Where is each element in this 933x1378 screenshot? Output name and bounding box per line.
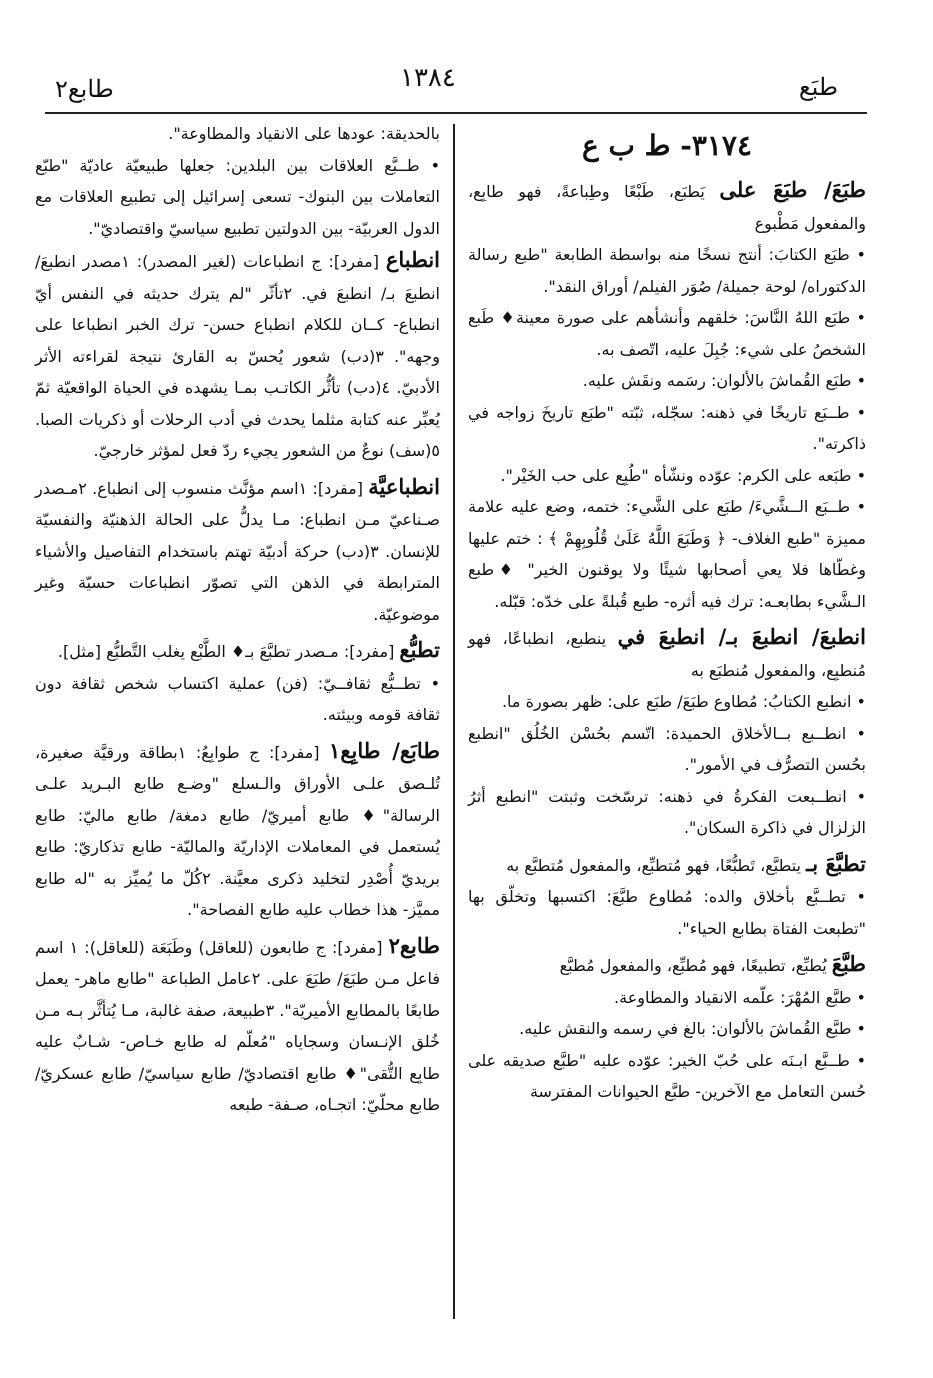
entry-headword: طابع٢: [388, 932, 440, 958]
entry-sense: • طــبَع تاريخًا في ذهنه: سجّله، ثبّته "طبَع تاريخَ زواجه في ذاكرته".: [468, 402, 866, 453]
entry-tabi-1: [35, 735, 440, 926]
header-guide-word-right: طبَع: [798, 73, 838, 101]
column-divider: [453, 124, 455, 1319]
header-guide-word-left: طابع٢: [55, 75, 114, 103]
entry-body: [مفرد]: مـصدر تطبَّعَ بـ♦ الطَّبْع يغلب التَّطبُّع [مثل].: [57, 642, 400, 661]
entry-intaba: [468, 621, 866, 844]
entry-headword: انطباعيَّة: [368, 473, 440, 499]
entry-sense: • تطــبَّع بأخلاق والده: مُطاوع طبَّعَ: اكتسبها وتخلّق بها "تطبعت الفتاة بطابع الحياء".: [468, 887, 866, 938]
entry-sense: • انطــبع بــالأخلاق الحميدة: اتّسم بحُسْن الخُلُق "انطبع بحُسن التصرُّف في الأمور".: [468, 723, 866, 774]
right-column: [468, 118, 866, 1108]
entry-sense: • طبَع القُماشَ بالألوان: رسَمه ونقَش عليه.: [582, 371, 866, 390]
entry-sense: • تطــبُّع ثقافــيّ: (فن) عملية اكتساب شخص ثقافة دون ثقافة قومه وبيئته.: [35, 673, 440, 724]
entry-headword: انطباع: [385, 247, 440, 272]
entry-sense: • طبَع الكتابَ: أنتج نسخًا منه بواسطة الطابعة "طبع رسالة الدكتوراه/ لوحة جميلة/ صُوَر الفيلم/ أوراق النقد".: [468, 245, 866, 296]
entry-body: يَطبَع، طَبْعًا وطِباعةً، فهو طابِع، والمفعول مَطْبوع: [468, 182, 866, 233]
entry-body: يتطبَّع، تَطبُّعًا، فهو مُتطبِّع، والمفعول مُتطبَّع به: [506, 855, 807, 875]
entry-tabi-2: [35, 930, 440, 1121]
page-header: [0, 55, 933, 105]
entry-taba: [468, 174, 866, 617]
entry-sense: • انطبع الكتابُ: مُطاوع طبَعَ/ طبَع على: ظهر بصورة ما.: [501, 692, 866, 711]
entry-intibaiyya: [35, 471, 440, 631]
continuation-text: بالحديقة: عودها على الانقياد والمطاوعة".: [168, 124, 440, 143]
root-title: ٣١٧٤- ط ب ع: [582, 129, 752, 162]
entry-intiba: [35, 244, 440, 467]
entry-headword: طابَع/ طابِع١: [329, 737, 440, 763]
page-number: ١٣٨٤: [400, 63, 456, 93]
entry-body: [مفرد]: ج طابعون (للعاقل) وطَبَعَة (للعاقل): ١ اسم فاعل مـن طبَعَ/ طبَعَ على. ٢عامل الطباعة "طابع ماهر- يعمل طابعًا بالمطابع الأميريّة". ٣طبيعة، صفة غالبة، مـا يُتأثَّر بـه مـن خُلق الإنـسان وسجاياه "مُعلّم له طابع خـاص- شـابٌ عليه طابِع التُّقى"♦ طابع اقتصاديّ/ طابع سياسيّ/ طابع عسكريّ/ طابع محلّيّ: اتجـاه، صـفة- طبعه: [35, 937, 440, 1114]
entry-tatabba: [468, 848, 866, 945]
entry-body: يُطبِّع، تطبيعًا، فهو مُطبِّع، والمفعول مُطبَّع: [559, 956, 832, 975]
entry-sense: • طبَعه على الكرم: عوّده ونشّأه "طُبِع على حب الخَيْر".: [500, 465, 866, 485]
entry-body: ينطبع، انطباعًا، فهو مُنطبِع، والمفعول مُنطبَع به: [468, 629, 866, 680]
entry-sense: • انطــبعت الفكرةُ في ذهنه: ترسّخت وثبتت "انطبع أثرُ الزلزال في ذاكرة السكان".: [468, 786, 866, 837]
entry-headword: انطبعَ/ انطبعَ بـ/ انطبعَ في: [617, 624, 866, 649]
entry-tabba: [468, 948, 866, 1108]
entry-sense: • طبَّع المُهْرَ: علّمه الانقياد والمطاوعة.: [614, 987, 866, 1007]
entry-headword: طبَعَ/ طبَعَ على: [719, 177, 867, 202]
entry-headword: تطبُّع: [399, 637, 440, 662]
header-divider: [45, 112, 867, 114]
entry-headword: طبَّعَ: [831, 951, 866, 976]
entry-sense: • طــبَّع العلاقات بين البلدين: جعلها طبيعيّة عاديّة "طبّع التعاملات بين البنوك- تسعى إسرائيل إلى تطبيع العلاقات مع الدول العربيّة- بين الدولتين تطبيع سياسيّ واقتصاديّ".: [35, 155, 440, 238]
entry-body: [مفرد]: ج انطباعات (لغير المصدر): ١مصدر انطبعَ/ انطبعَ بـ/ انطبعَ في. ٢تأثّر "لم يترك حديثه في النفس أيّ انطباع- كــان للكلام انطباع حسن- ترك الخبر انطباعا على وجهه". ٣(دب) شعور يُحسّ به القارئ نتيجة لقراءته الأثر الأدبيّ. ٤(دب) تأثُّر الكاتـب بمـا يشهده في الحياة الواقعيّة ثمّ يُعبِّر عنه كتابة مثلما يحدث في أدب الرحلات أو ذكريات الصبا. ٥(سف) نوعٌ من الشعور يجيء ردّ فعل لمؤثر خارجيّ.: [35, 252, 441, 460]
entry-sense: • طــبَع الــشَّيءَ/ طبَع على الشَّيء: ختمه، وضع عليه علامة مميزة "طبع الغلاف- ﴿ وَطَبَعَ اللَّهُ عَلَىٰ قُلُوبِهِمْ ﴾ : ختم عليها وغطّاها فلا يعي أصحابها شيئًا ولا يوقنون الخير" ♦طبع الـشَّيء بطابعـه: ترك فيه أثره- طبع قُبلةً على خدّه: قبّله.: [468, 497, 866, 611]
entry-sense: • طــبَّع ابـنَه على حُبّ الخير: عوّده عليه "طبَّع صديقه على حُسن التعامل مع الآخرين- طبَّع الحيوانات المفترسة: [468, 1050, 866, 1101]
left-column: [35, 118, 440, 1121]
entry-sense: • طبَع اللهُ النَّاسَ: خلقهم وأنشأهم على صورة معينة♦ طَبع الشخصُ على شيء: جُبِلَ عليه، اتّصف به.: [468, 308, 866, 359]
entry-tatabbu: [35, 634, 440, 731]
entry-sense: • طبَّع القُماشَ بالألوان: بالغ في رسمه والنقش عليه.: [519, 1019, 866, 1038]
entry-body: [مفرد]: ج طوابِعُ: ١بطاقة ورقيَّة صغيرة، تُلـصق علـى الأوراق والـسلع "وضـع طابع البـريد علـى الرسالة"♦ طابع أميريّ/ طابع دمغة/ طابع ماليّ: طابع يُستعمل في المعاملات الإداريّة والماليّة- طابع تذكاريّ: طابع بريديّ أُصْدِر لتخليد ذكرى معيَّنة. ٢كُلّ ما يُميِّز به "له طابع مميَّز- هذا خطاب عليه طابع الفصاحة".: [35, 742, 441, 919]
entry-body: [مفرد]: ١اسم مؤنَّث منسوب إلى انطباع. ٢مـصدر صـناعيّ مـن انطباع: مـا يدلُّ على الحالة الذهنيّة والنفسيّة للإنسان. ٣(دب) حركة أدبيّة تهتم باستخدام التفاصيل والأشياء المترابطة في الذهن التي تصوّر انطباعات حسيّة وغير موضوعيّة.: [35, 478, 440, 624]
entry-headword: تطبَّعَ بـ: [806, 850, 866, 876]
